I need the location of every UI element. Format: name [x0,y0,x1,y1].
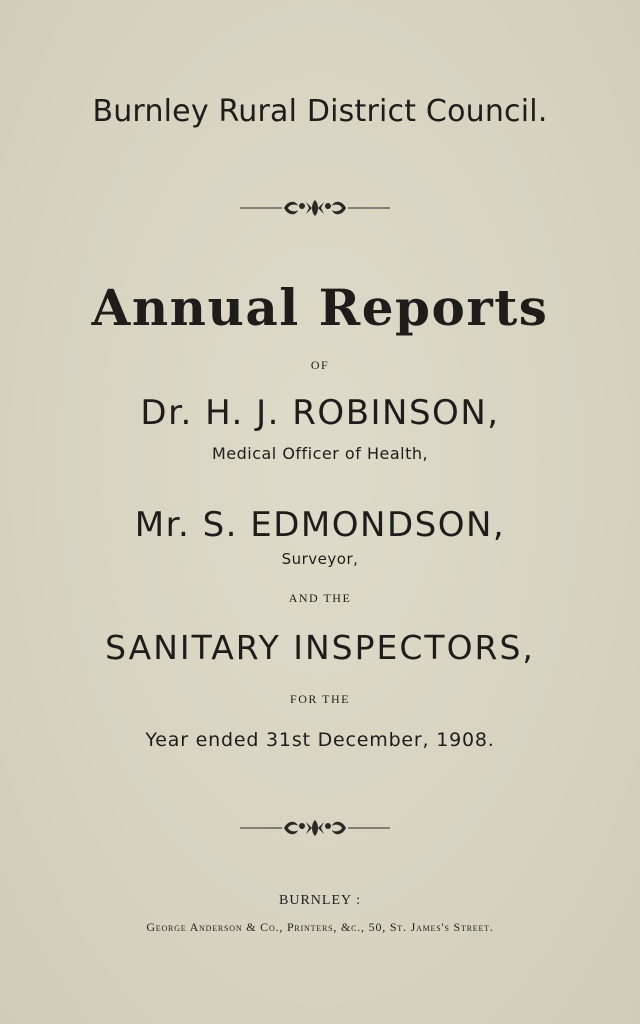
officer-name-robinson: Dr. H. J. ROBINSON, [140,393,500,433]
council-name: Burnley Rural District Council. [92,94,548,129]
ornament-icon [240,816,390,838]
imprint-place: BURNLEY : [279,893,361,908]
sanitary-inspectors-heading: SANITARY INSPECTORS, [105,628,535,667]
document-title: Annual Reports [91,278,549,337]
report-period: Year ended 31st December, 1908. [145,729,495,751]
officer-role-robinson: Medical Officer of Health, [211,444,429,463]
connector-for-the: FOR THE [290,692,350,706]
imprint-printer: George Anderson & Co., Printers, &c., 50, St. James's Street. [146,920,494,934]
officer-role-edmondson: Surveyor, [281,550,359,568]
connector-and-the: AND THE [288,591,352,605]
connector-of: OF [310,358,330,372]
ornament-icon [240,196,390,218]
officer-name-edmondson: Mr. S. EDMONDSON, [134,505,506,545]
